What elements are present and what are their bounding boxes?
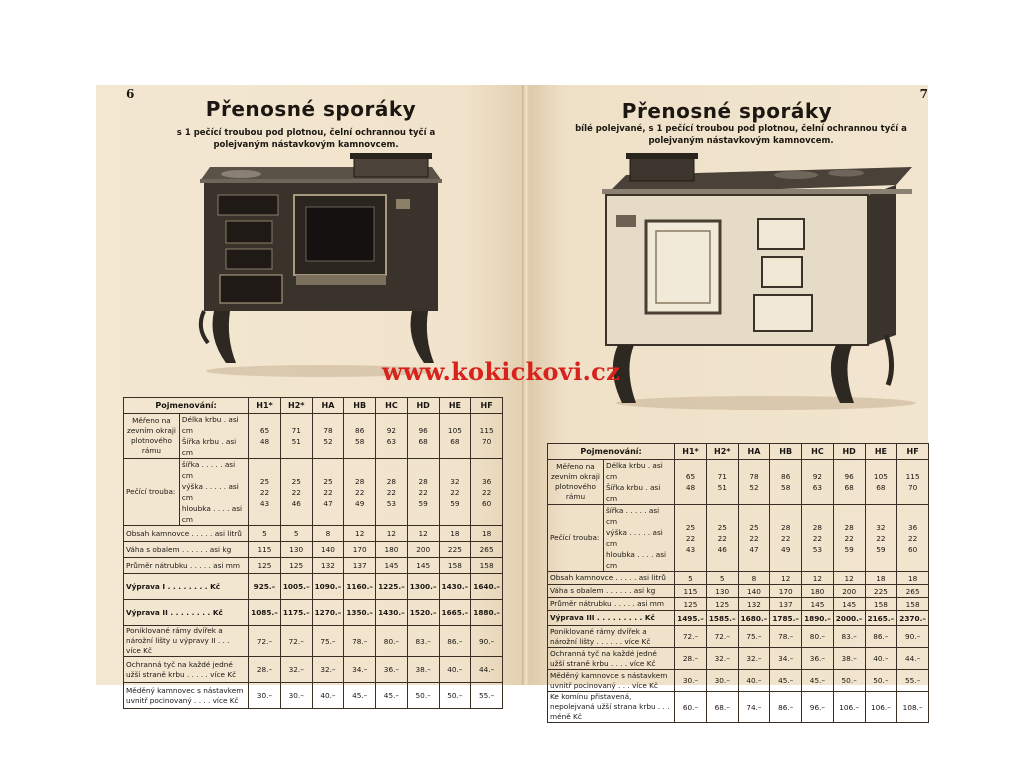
cell: 22 — [685, 533, 696, 543]
cell: 50.– — [865, 670, 897, 692]
cell: 22 — [291, 487, 301, 497]
row-label: šířka . . . . . asi cm — [605, 506, 660, 526]
cell: 5 — [249, 526, 281, 542]
cell: 51 — [717, 483, 727, 492]
table-row — [124, 558, 503, 574]
table-row — [124, 683, 503, 709]
cell: 32.– — [312, 657, 344, 683]
column-header: HD — [407, 398, 439, 414]
cell: 78 — [749, 472, 759, 481]
cell: 158 — [865, 598, 897, 611]
cell: 32 — [450, 476, 460, 486]
row-label: Ke komínu přistavená, nepolejvaná užší strana krbu . . . méně Kč — [548, 692, 675, 723]
cell: 130 — [280, 542, 312, 558]
row-label: Váha s obalem . . . . . . asi kg — [124, 542, 249, 558]
cell: 72.– — [706, 626, 738, 648]
row-label: výška . . . . . asi cm — [605, 528, 663, 548]
cell: 78 — [323, 426, 333, 435]
cell: 25 — [323, 476, 333, 486]
column-header: HE — [865, 444, 897, 460]
row-label: Průměr nátrubku . . . . . asi mm — [124, 558, 249, 574]
cell: 25 — [291, 476, 301, 486]
cell: 45.– — [770, 670, 802, 692]
cell: 108.– — [897, 692, 929, 723]
cell: 22 — [907, 533, 918, 543]
cell: 22 — [259, 487, 270, 497]
row-label: Výprava I . . . . . . . . Kč — [124, 574, 249, 600]
cell: 28 — [812, 522, 823, 532]
cell: 80.– — [376, 626, 408, 657]
cell: 30.– — [706, 670, 738, 692]
cell: 36.– — [376, 657, 408, 683]
cell: 60.– — [675, 692, 707, 723]
cell: 180 — [376, 542, 408, 558]
cell: 1300.– — [407, 574, 439, 600]
row-label: Měděný kamnovce s nástavkem uvnitř pocinovaný . . . více Kč — [548, 670, 675, 692]
cell: 125 — [675, 598, 707, 611]
cell: 25 — [259, 476, 270, 486]
cell: 32.– — [280, 657, 312, 683]
column-header: HF — [897, 444, 929, 460]
cell: 28 — [355, 476, 365, 486]
cell: 32 — [876, 522, 886, 532]
cell: 105 — [873, 472, 888, 481]
cell: 105 — [447, 426, 462, 435]
cell: 75.– — [738, 626, 770, 648]
cell: 22 — [812, 533, 823, 543]
cell: 44.– — [897, 648, 929, 670]
cell: 25 — [685, 522, 696, 532]
cell: 86 — [781, 472, 791, 481]
cell: 106.– — [865, 692, 897, 723]
page-number: 6 — [126, 87, 135, 101]
column-header: HF — [471, 398, 503, 414]
cell: 22 — [717, 533, 727, 543]
cell: 92 — [386, 426, 397, 435]
row-label: Měděný kamnovec s nástavkem uvnitř pocinovaný . . . . více Kč — [124, 683, 249, 709]
cell: 65 — [259, 426, 270, 435]
cell: 2165.– — [865, 611, 897, 626]
table-row — [548, 598, 929, 611]
cell: 115 — [479, 426, 494, 435]
page-subtitle: s 1 pečící troubou pod plotnou, čelní ochrannou tyčí a polejvaným nástavkovým kamnovcem. — [176, 128, 436, 150]
table-row — [548, 585, 929, 598]
cell: 25 — [749, 522, 759, 532]
cell: 158 — [439, 558, 471, 574]
page-number: 7 — [919, 87, 928, 101]
cell: 1520.– — [407, 600, 439, 626]
cell: 58 — [355, 437, 365, 446]
column-header: HC — [376, 398, 408, 414]
cell: 86.– — [865, 626, 897, 648]
cell: 28 — [418, 476, 428, 486]
cell: 132 — [738, 598, 770, 611]
cell: 1085.– — [249, 600, 281, 626]
cell: 18 — [897, 572, 929, 585]
cell: 170 — [770, 585, 802, 598]
cell: 78.– — [770, 626, 802, 648]
cell: 40.– — [865, 648, 897, 670]
cell: 106.– — [833, 692, 865, 723]
cell: 47 — [323, 498, 333, 508]
table-row — [548, 648, 929, 670]
cell: 60 — [907, 544, 918, 554]
row-label: Ochranná tyč na každé jedné užší straně krbu . . . . . více Kč — [124, 657, 249, 683]
cell: 1090.– — [312, 574, 344, 600]
cell: 200 — [833, 585, 865, 598]
cell: 68 — [450, 437, 460, 446]
cell: 22 — [386, 487, 397, 497]
cell: 200 — [407, 542, 439, 558]
cell: 1225.– — [376, 574, 408, 600]
row-label: Šířka krbu . asi cm — [181, 437, 237, 457]
stove-illustration — [596, 145, 926, 415]
table-row — [124, 414, 503, 459]
cell: 1160.– — [344, 574, 376, 600]
cell: 180 — [802, 585, 834, 598]
cell: 68.– — [706, 692, 738, 723]
cell: 43 — [685, 544, 696, 554]
cell: 68 — [876, 483, 886, 492]
cell: 40.– — [312, 683, 344, 709]
row-group-label: Měřeno na zevním okraji plotnového rámu — [124, 414, 180, 459]
cell: 71 — [717, 472, 727, 481]
cell: 115 — [249, 542, 281, 558]
table-row — [124, 542, 503, 558]
row-label: výška . . . . . asi cm — [181, 482, 239, 502]
cell: 83.– — [833, 626, 865, 648]
cell: 60 — [481, 498, 492, 508]
row-group-label: Měřeno na zevním okraji plotnového rámu — [548, 460, 604, 505]
cell: 50.– — [833, 670, 865, 692]
column-header: H1* — [249, 398, 281, 414]
cell: 1585.– — [706, 611, 738, 626]
cell: 265 — [897, 585, 929, 598]
cell: 1880.– — [471, 600, 503, 626]
row-label: Výprava II . . . . . . . . Kč — [124, 600, 249, 626]
table-row — [124, 657, 503, 683]
cell: 12 — [802, 572, 834, 585]
cell: 12 — [376, 526, 408, 542]
cell: 80.– — [802, 626, 834, 648]
cell: 22 — [418, 487, 428, 497]
cell: 63 — [386, 437, 397, 446]
table-row — [124, 459, 503, 526]
column-header: HB — [344, 398, 376, 414]
table-row — [548, 460, 929, 505]
cell: 43 — [259, 498, 270, 508]
cell: 2370.– — [897, 611, 929, 626]
cell: 86.– — [439, 626, 471, 657]
cell: 68 — [418, 437, 428, 446]
cell: 72.– — [280, 626, 312, 657]
cell: 55.– — [897, 670, 929, 692]
cell: 49 — [355, 498, 365, 508]
cell: 22 — [781, 533, 791, 543]
cell: 145 — [833, 598, 865, 611]
cell: 49 — [781, 544, 791, 554]
cell: 1430.– — [439, 574, 471, 600]
cell: 18 — [471, 526, 503, 542]
cell: 86.– — [770, 692, 802, 723]
cell: 38.– — [833, 648, 865, 670]
cell: 53 — [812, 544, 823, 554]
cell: 115 — [905, 472, 920, 481]
cell: 38.– — [407, 657, 439, 683]
cell: 12 — [344, 526, 376, 542]
cell: 137 — [770, 598, 802, 611]
cell: 1005.– — [280, 574, 312, 600]
stove-illustration — [196, 163, 446, 383]
cell: 68 — [844, 483, 854, 492]
column-header: H2* — [280, 398, 312, 414]
cell: 75.– — [312, 626, 344, 657]
cell: 22 — [876, 533, 886, 543]
cell: 1680.– — [738, 611, 770, 626]
cell: 1270.– — [312, 600, 344, 626]
row-label: Ochranná tyč na každé jedné užší straně krbu . . . . více Kč — [548, 648, 675, 670]
row-label: Šířka krbu . asi cm — [605, 483, 661, 503]
cell: 36 — [907, 522, 918, 532]
spec-table — [547, 443, 929, 723]
cell: 90.– — [897, 626, 929, 648]
cell: 47 — [749, 544, 759, 554]
cell: 28 — [844, 522, 854, 532]
cell: 70 — [481, 437, 492, 446]
cell: 28.– — [675, 648, 707, 670]
cell: 36.– — [802, 648, 834, 670]
spec-table — [123, 397, 503, 709]
header-label: Pojmenování: — [124, 398, 249, 414]
cell: 52 — [749, 483, 759, 492]
cell: 1495.– — [675, 611, 707, 626]
catalog-spread — [96, 85, 928, 721]
cell: 1350.– — [344, 600, 376, 626]
cell: 83.– — [407, 626, 439, 657]
column-header: HE — [439, 398, 471, 414]
watermark-text: www.kokickovi.cz — [382, 357, 621, 386]
cell: 8 — [738, 572, 770, 585]
cell: 1175.– — [280, 600, 312, 626]
cell: 145 — [407, 558, 439, 574]
cell: 50.– — [407, 683, 439, 709]
cell: 32.– — [706, 648, 738, 670]
cell: 59 — [418, 498, 428, 508]
page-subtitle: bílé polejvané, s 1 pečící troubou pod plotnou, čelní ochrannou tyčí a polejvaným nástavkovým kamnovcem. — [575, 124, 907, 146]
cell: 12 — [833, 572, 865, 585]
cell: 125 — [249, 558, 281, 574]
cell: 125 — [706, 598, 738, 611]
cell: 22 — [450, 487, 460, 497]
row-label: šířka . . . . . asi cm — [181, 460, 236, 480]
cell: 12 — [770, 572, 802, 585]
cell: 55.– — [471, 683, 503, 709]
cell: 90.– — [471, 626, 503, 657]
row-label: Obsah kamnovce . . . . . asi litrů — [124, 526, 249, 542]
cell: 145 — [376, 558, 408, 574]
cell: 115 — [675, 585, 707, 598]
cell: 158 — [897, 598, 929, 611]
cell: 59 — [450, 498, 460, 508]
row-label: Obsah kamnovce . . . . . asi litrů — [548, 572, 675, 585]
cell: 225 — [439, 542, 471, 558]
cell: 22 — [355, 487, 365, 497]
cell: 22 — [323, 487, 333, 497]
cell: 225 — [865, 585, 897, 598]
cell: 8 — [312, 526, 344, 542]
cell: 46 — [291, 498, 301, 508]
cell: 125 — [280, 558, 312, 574]
column-header: HB — [770, 444, 802, 460]
column-header: HC — [802, 444, 834, 460]
cell: 158 — [471, 558, 503, 574]
table-row — [124, 626, 503, 657]
cell: 130 — [706, 585, 738, 598]
cell: 45.– — [802, 670, 834, 692]
cell: 40.– — [738, 670, 770, 692]
row-label: Průměr nátrubku . . . . . asi mm — [548, 598, 675, 611]
column-header: H1* — [675, 444, 707, 460]
table-row — [124, 574, 503, 600]
table-row — [548, 505, 929, 572]
cell: 74.– — [738, 692, 770, 723]
page-title: Přenosné sporáky — [621, 99, 833, 123]
row-label: Poniklované rámy dvířek a nárožní lišty u výpravy II . . . více Kč — [124, 626, 249, 657]
cell: 1785.– — [770, 611, 802, 626]
cell: 34.– — [770, 648, 802, 670]
row-label: Délka krbu . asi cm — [181, 415, 239, 435]
row-label: Výprava III . . . . . . . . . Kč — [548, 611, 675, 626]
cell: 72.– — [675, 626, 707, 648]
cell: 50.– — [439, 683, 471, 709]
cell: 140 — [738, 585, 770, 598]
cell: 12 — [407, 526, 439, 542]
row-label: Váha s obalem . . . . . . asi kg — [548, 585, 675, 598]
cell: 48 — [259, 437, 270, 446]
cell: 18 — [439, 526, 471, 542]
column-header: HD — [833, 444, 865, 460]
row-group-label: Pečící trouba: — [124, 459, 180, 526]
cell: 28.– — [249, 657, 281, 683]
row-label: Poniklované rámy dvířek a nárožní lišty . . . . . . více Kč — [548, 626, 675, 648]
cell: 22 — [844, 533, 854, 543]
row-group-label: Pečící trouba: — [548, 505, 604, 572]
cell: 58 — [781, 483, 791, 492]
cell: 1640.– — [471, 574, 503, 600]
cell: 925.– — [249, 574, 281, 600]
cell: 132 — [312, 558, 344, 574]
column-header: H2* — [706, 444, 738, 460]
cell: 5 — [675, 572, 707, 585]
column-header: HA — [738, 444, 770, 460]
cell: 63 — [812, 483, 823, 492]
cell: 71 — [291, 426, 301, 435]
cell: 96 — [844, 472, 854, 481]
table-row — [548, 611, 929, 626]
cell: 45.– — [376, 683, 408, 709]
cell: 92 — [812, 472, 823, 481]
table-row — [124, 526, 503, 542]
cell: 30.– — [280, 683, 312, 709]
cell: 48 — [685, 483, 696, 492]
row-label: Délka krbu . asi cm — [605, 461, 663, 481]
row-label: hloubka . . . . asi cm — [181, 504, 243, 524]
cell: 1890.– — [802, 611, 834, 626]
cell: 22 — [481, 487, 492, 497]
cell: 265 — [471, 542, 503, 558]
cell: 72.– — [249, 626, 281, 657]
cell: 78.– — [344, 626, 376, 657]
cell: 140 — [312, 542, 344, 558]
cell: 59 — [876, 544, 886, 554]
cell: 30.– — [675, 670, 707, 692]
cell: 32.– — [738, 648, 770, 670]
cell: 44.– — [471, 657, 503, 683]
cell: 22 — [749, 533, 759, 543]
cell: 40.– — [439, 657, 471, 683]
cell: 2000.– — [833, 611, 865, 626]
cell: 46 — [717, 544, 727, 554]
table-row — [548, 626, 929, 648]
cell: 30.– — [249, 683, 281, 709]
cell: 96.– — [802, 692, 834, 723]
cell: 65 — [685, 472, 696, 481]
cell: 70 — [907, 483, 918, 492]
header-label: Pojmenování: — [548, 444, 675, 460]
table-row — [548, 670, 929, 692]
row-label: hloubka . . . . asi cm — [605, 550, 667, 570]
cell: 170 — [344, 542, 376, 558]
cell: 1665.– — [439, 600, 471, 626]
cell: 53 — [386, 498, 397, 508]
column-header: HA — [312, 398, 344, 414]
cell: 36 — [481, 476, 492, 486]
table-row — [548, 692, 929, 723]
cell: 52 — [323, 437, 333, 446]
cell: 34.– — [344, 657, 376, 683]
cell: 5 — [280, 526, 312, 542]
cell: 51 — [291, 437, 301, 446]
cell: 28 — [386, 476, 397, 486]
cell: 59 — [844, 544, 854, 554]
cell: 5 — [706, 572, 738, 585]
cell: 25 — [717, 522, 727, 532]
cell: 28 — [781, 522, 791, 532]
cell: 137 — [344, 558, 376, 574]
cell: 45.– — [344, 683, 376, 709]
table-row — [548, 572, 929, 585]
cell: 1430.– — [376, 600, 408, 626]
cell: 145 — [802, 598, 834, 611]
cell: 96 — [418, 426, 428, 435]
page-title: Přenosné sporáky — [205, 97, 417, 121]
cell: 86 — [355, 426, 365, 435]
table-row — [124, 600, 503, 626]
cell: 18 — [865, 572, 897, 585]
